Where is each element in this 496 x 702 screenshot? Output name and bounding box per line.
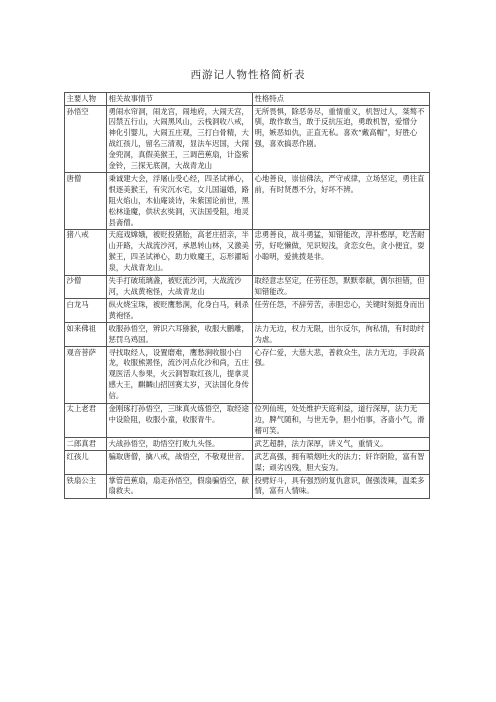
- character-name-cell: 铁扇公主: [65, 475, 107, 499]
- header-story: 相关故事情节: [107, 93, 253, 106]
- character-name-cell: 二郎真君: [65, 438, 107, 451]
- story-cell: 纵火烧宝珠，被贬鹰愁涧，化身白马，刺杀黄袍怪。: [107, 299, 253, 323]
- traits-cell: 任劳任怨，不辞劳苦，赤胆忠心，关键时刻挺身而出: [253, 299, 430, 323]
- table-row: [65, 451, 430, 475]
- traits-cell: 武艺超群，法力深厚，讲义气，重情义。: [253, 438, 430, 451]
- table-row: [65, 438, 430, 451]
- traits-cell: 忠勇善良，战斗勇猛，知错能改，淳朴憨厚，吃苦耐劳，好吃懒做，见识短浅，贪恋女色，贪小便宜，耍小聪明，爱挑拨是非。: [253, 229, 430, 275]
- table-row: [65, 299, 430, 323]
- table-row: [65, 173, 430, 230]
- character-name-cell: 太上老君: [65, 403, 107, 438]
- story-cell: 掌管芭蕉扇，扇走孙悟空，假扇骗悟空，献扇救夫。: [107, 475, 253, 499]
- table-row: [65, 323, 430, 347]
- traits-cell: 取经意志坚定，任劳任怨，默默奉献，偶尔担错，但知错能改。: [253, 275, 430, 299]
- traits-cell: 投劈好斗，具有强烈的复仇意识，倔强泼辣，温柔多情，富有人情味。: [253, 475, 430, 499]
- story-cell: 勇闹水帘洞，闹龙宫，闹地府，大闹天宫，囚禁五行山，大闹黑风山，云栈洞收八戒，神化引婴儿，大闹五庄观，三打白骨精，大战红孩儿，留名三清观，显法车迟国，大闹金兜洞，真假美猴王，三调芭蕉扇，计盗紫金铃，三探无底洞，大战青龙山: [107, 106, 253, 173]
- story-cell: 失手打破琉璃盏，被贬流沙河，大战流沙河，大战黄袍怪，大战青龙山: [107, 275, 253, 299]
- story-cell: 大战孙悟空，助悟空打败九头怪。: [107, 438, 253, 451]
- page-title: 西游记人物性格简析表: [190, 69, 306, 81]
- character-name-cell: 唐僧: [65, 173, 107, 230]
- character-name-cell: 孙悟空: [65, 106, 107, 173]
- table-row: [65, 229, 430, 275]
- header-traits: 性格特点: [253, 93, 430, 106]
- table-row: [65, 475, 430, 499]
- traits-cell: 心地善良，崇信佛法，严守戒律，立场坚定，勇往直前，有时贤愚不分，好坏不辨。: [253, 173, 430, 230]
- story-cell: 寻找取经人，设置磨难，鹰愁涧收服小白龙，收服熊罴怪，流沙河点化沙和尚，五庄观医活人参果，火云洞智取红孩儿，提拿灵感大王，麒麟山招回赛太岁，灭法国化身传信。: [107, 347, 253, 404]
- table-header-row: [65, 93, 430, 106]
- character-name-cell: 观音菩萨: [65, 347, 107, 404]
- table-row: [65, 403, 430, 438]
- traits-cell: 位列仙班，处处维护天庭利益，道行深厚，法力无边，脾气随和，与世无争，胆小怕事，吝啬小气，滑稽可笑。: [253, 403, 430, 438]
- traits-cell: 无所畏惧，除恶务尽，重情重义，机智过人，桀骜不驯，敢作敢当，敢于反抗压迫，勇敢机智，爱憎分明，嫉恶如仇，正直无私。喜欢“戴高帽”，好胜心强，喜欢搞恶作剧。: [253, 106, 430, 173]
- traits-cell: 心存仁爱，大慈大悲，普救众生，法力无边，手段高强。: [253, 347, 430, 404]
- story-cell: 收服孙悟空，辨识六耳猕猴，收服大鹏雕，惩罚乌鸡国。: [107, 323, 253, 347]
- character-name-cell: 沙僧: [65, 275, 107, 299]
- character-name-cell: 白龙马: [65, 299, 107, 323]
- header-character: 主要人物: [65, 93, 107, 106]
- traits-cell: 武艺高强，拥有喷烟吐火的法力；奸诈阴险，富有智谋；顽劣凶残，胆大妄为。: [253, 451, 430, 475]
- story-cell: 金刚琢打孙悟空，三昧真火炼悟空，取经途中设险阻，收服小童，收服青牛。: [107, 403, 253, 438]
- table-row: [65, 275, 430, 299]
- character-name-cell: 如来佛祖: [65, 323, 107, 347]
- table-row: [65, 106, 430, 173]
- story-cell: 秉诚建大会，浮屠山受心经，四圣试禅心，恨逐美猴王，有灾沉水宅，女儿国逼婚，路阻火焰山，木仙庵谈诗，朱紫国论前世，黑松林逢魔，供状玄奘洞，灭法国受阻，地灵县斋僧。: [107, 173, 253, 230]
- traits-cell: 法力无边，权力无限，出尔反尔，徇私情，有时助纣为虐。: [253, 323, 430, 347]
- character-name-cell: 红孩儿: [65, 451, 107, 475]
- story-cell: 天庭戏嫦娥，被贬投猪胎，高老庄招亲，半山开路，大战流沙河，承恩转山林，又激美猴王，四圣试禅心，助力败魔王，忘形濯垢泉，大战青龙山。: [107, 229, 253, 275]
- story-cell: 骗取唐僧，擒八戒，战悟空，不敬观世音。: [107, 451, 253, 475]
- character-table: [64, 92, 430, 499]
- character-name-cell: 猪八戒: [65, 229, 107, 275]
- table-row: [65, 347, 430, 404]
